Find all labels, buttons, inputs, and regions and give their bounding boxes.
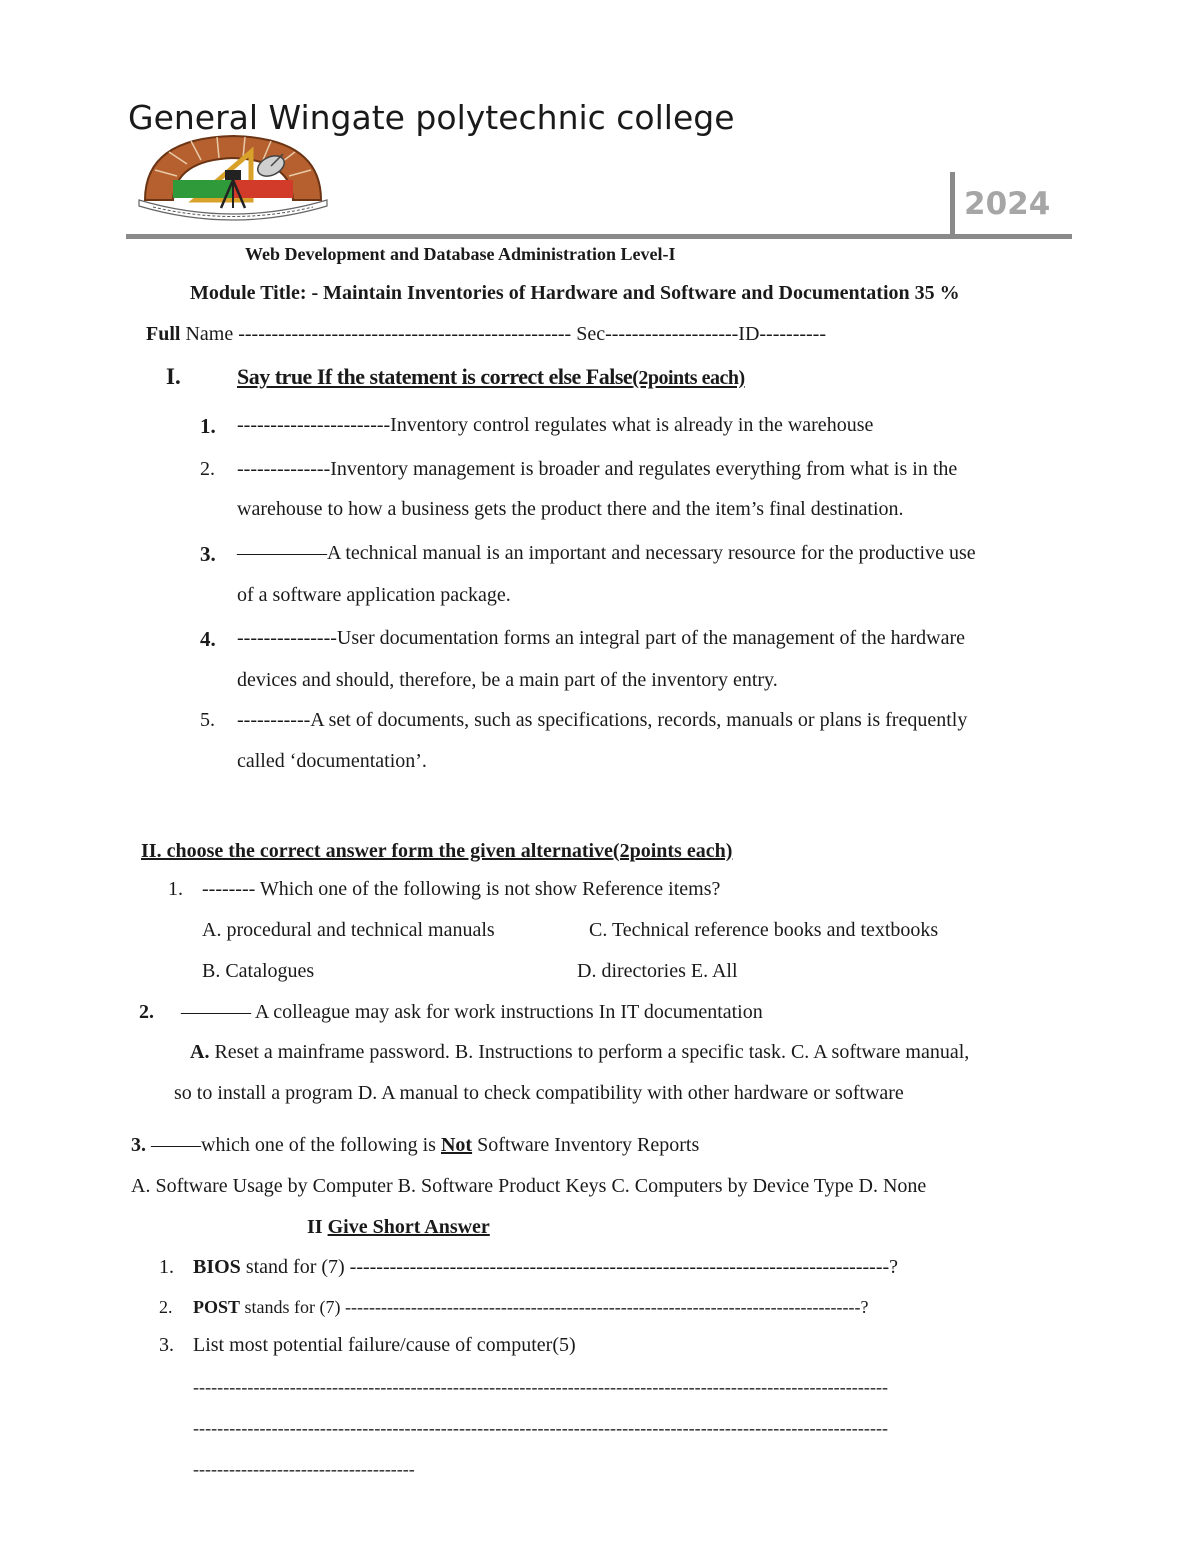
tf-item-text: ————–A technical manual is an important and necessary resource for the productive use <box>237 542 976 564</box>
sa-question-text: stands for (7) --------------------------------------------------------------------------------------? <box>240 1297 869 1317</box>
tf-item-text: called ‘documentation’. <box>237 750 427 772</box>
sa-question-text: stand for (7) ---------------------------------------------------------------------------------? <box>240 1256 899 1278</box>
sa-question-number: 2. <box>159 1297 173 1317</box>
answer-line: ------------------------------------------------------------------------------------------------------------------- <box>193 1418 889 1438</box>
mc-question-3 <box>131 1134 699 1157</box>
answer-line: ------------------------------------------------------------------------------------------------------------------- <box>193 1377 889 1397</box>
tf-item-text: of a software application package. <box>237 584 511 606</box>
option-a-label: A. <box>190 1041 210 1063</box>
mc-question-number: 1. <box>168 878 183 900</box>
not-emphasis: Not <box>440 1134 473 1156</box>
sa-question-number: 3. <box>159 1334 174 1356</box>
tf-item-text: warehouse to how a business gets the product there and the item’s final destination. <box>237 498 904 520</box>
mc-option-line: so to install a program D. A manual to check compatibility with other hardware or software <box>174 1082 904 1104</box>
mc-question-text: ———– A colleague may ask for work instructions In IT documentation <box>181 1001 763 1023</box>
mc-option: B. Catalogues <box>202 960 315 982</box>
sa-term: BIOS <box>193 1256 241 1278</box>
year-label: 2024 <box>964 186 1051 222</box>
tf-item-number: 2. <box>200 458 215 480</box>
section-1-title-text: Say true If the statement is correct else False <box>237 364 633 389</box>
tf-item-text: ---------------User documentation forms an integral part of the management of the hardware <box>237 627 965 649</box>
name-line <box>146 323 826 346</box>
mc-option: C. Technical reference books and textbooks <box>589 919 939 941</box>
tf-item-text: --------------Inventory management is broader and regulates everything from what is in the <box>237 458 958 480</box>
section-3-title-text: Give Short Answer <box>327 1216 490 1238</box>
tf-item-text: -----------------------Inventory control regulates what is already in the warehouse <box>237 414 874 436</box>
tf-item-text: -----------A set of documents, such as specifications, records, manuals or plans is frequently <box>237 709 968 731</box>
sa-question <box>193 1297 868 1318</box>
options-text: Reset a mainframe password. B. Instructions to perform a specific task. C. A software manual, <box>209 1041 970 1063</box>
sa-question-text: List most potential failure/cause of computer(5) <box>193 1334 576 1356</box>
mc-question-number: 3. <box>131 1134 146 1156</box>
section-3-title <box>307 1216 490 1239</box>
college-title: General Wingate polytechnic college <box>128 98 735 137</box>
college-logo <box>133 130 333 225</box>
section-1-points: (2points each) <box>632 367 745 389</box>
sa-term: POST <box>193 1297 241 1317</box>
mc-option-line <box>190 1041 969 1064</box>
mc-option: D. directories E. All <box>577 960 738 982</box>
name-sec-id-fields: Name -------------------------------------------------- Sec--------------------ID---------- <box>180 323 826 345</box>
section-2-points: (2points each) <box>612 840 733 862</box>
section-2-title-text: II. choose the correct answer form the given alternative <box>141 840 613 862</box>
sa-question-number: 1. <box>159 1256 174 1278</box>
section-1-title <box>237 364 745 390</box>
tf-item-number: 4. <box>200 627 216 651</box>
full-label: Full <box>146 323 181 345</box>
tf-item-number: 1. <box>200 414 216 438</box>
tf-item-text: devices and should, therefore, be a main part of the inventory entry. <box>237 669 778 691</box>
section-1-numeral: I. <box>166 364 181 389</box>
header-rule <box>126 234 1072 239</box>
section-2-title <box>141 840 732 863</box>
section-3-numeral: II <box>307 1216 328 1238</box>
mc-option: A. procedural and technical manuals <box>202 919 495 941</box>
mc-question-text-end: Software Inventory Reports <box>472 1134 700 1156</box>
answer-line: ------------------------------------- <box>193 1459 415 1479</box>
tf-item-number: 5. <box>200 709 215 731</box>
mc-question-number: 2. <box>139 1001 154 1023</box>
module-title: Module Title: - Maintain Inventories of Hardware and Software and Documentation 35 % <box>190 282 960 304</box>
tf-item-number: 3. <box>200 542 216 566</box>
mc-question-text: -------- Which one of the following is not show Reference items? <box>202 878 721 900</box>
mc-question-text: –——which one of the following is <box>151 1134 441 1156</box>
program-title: Web Development and Database Administration Level-I <box>245 244 676 264</box>
mc-option-line: A. Software Usage by Computer B. Software Product Keys C. Computers by Device Type D. None <box>131 1175 927 1197</box>
year-divider <box>950 172 955 238</box>
sa-question <box>193 1256 898 1279</box>
